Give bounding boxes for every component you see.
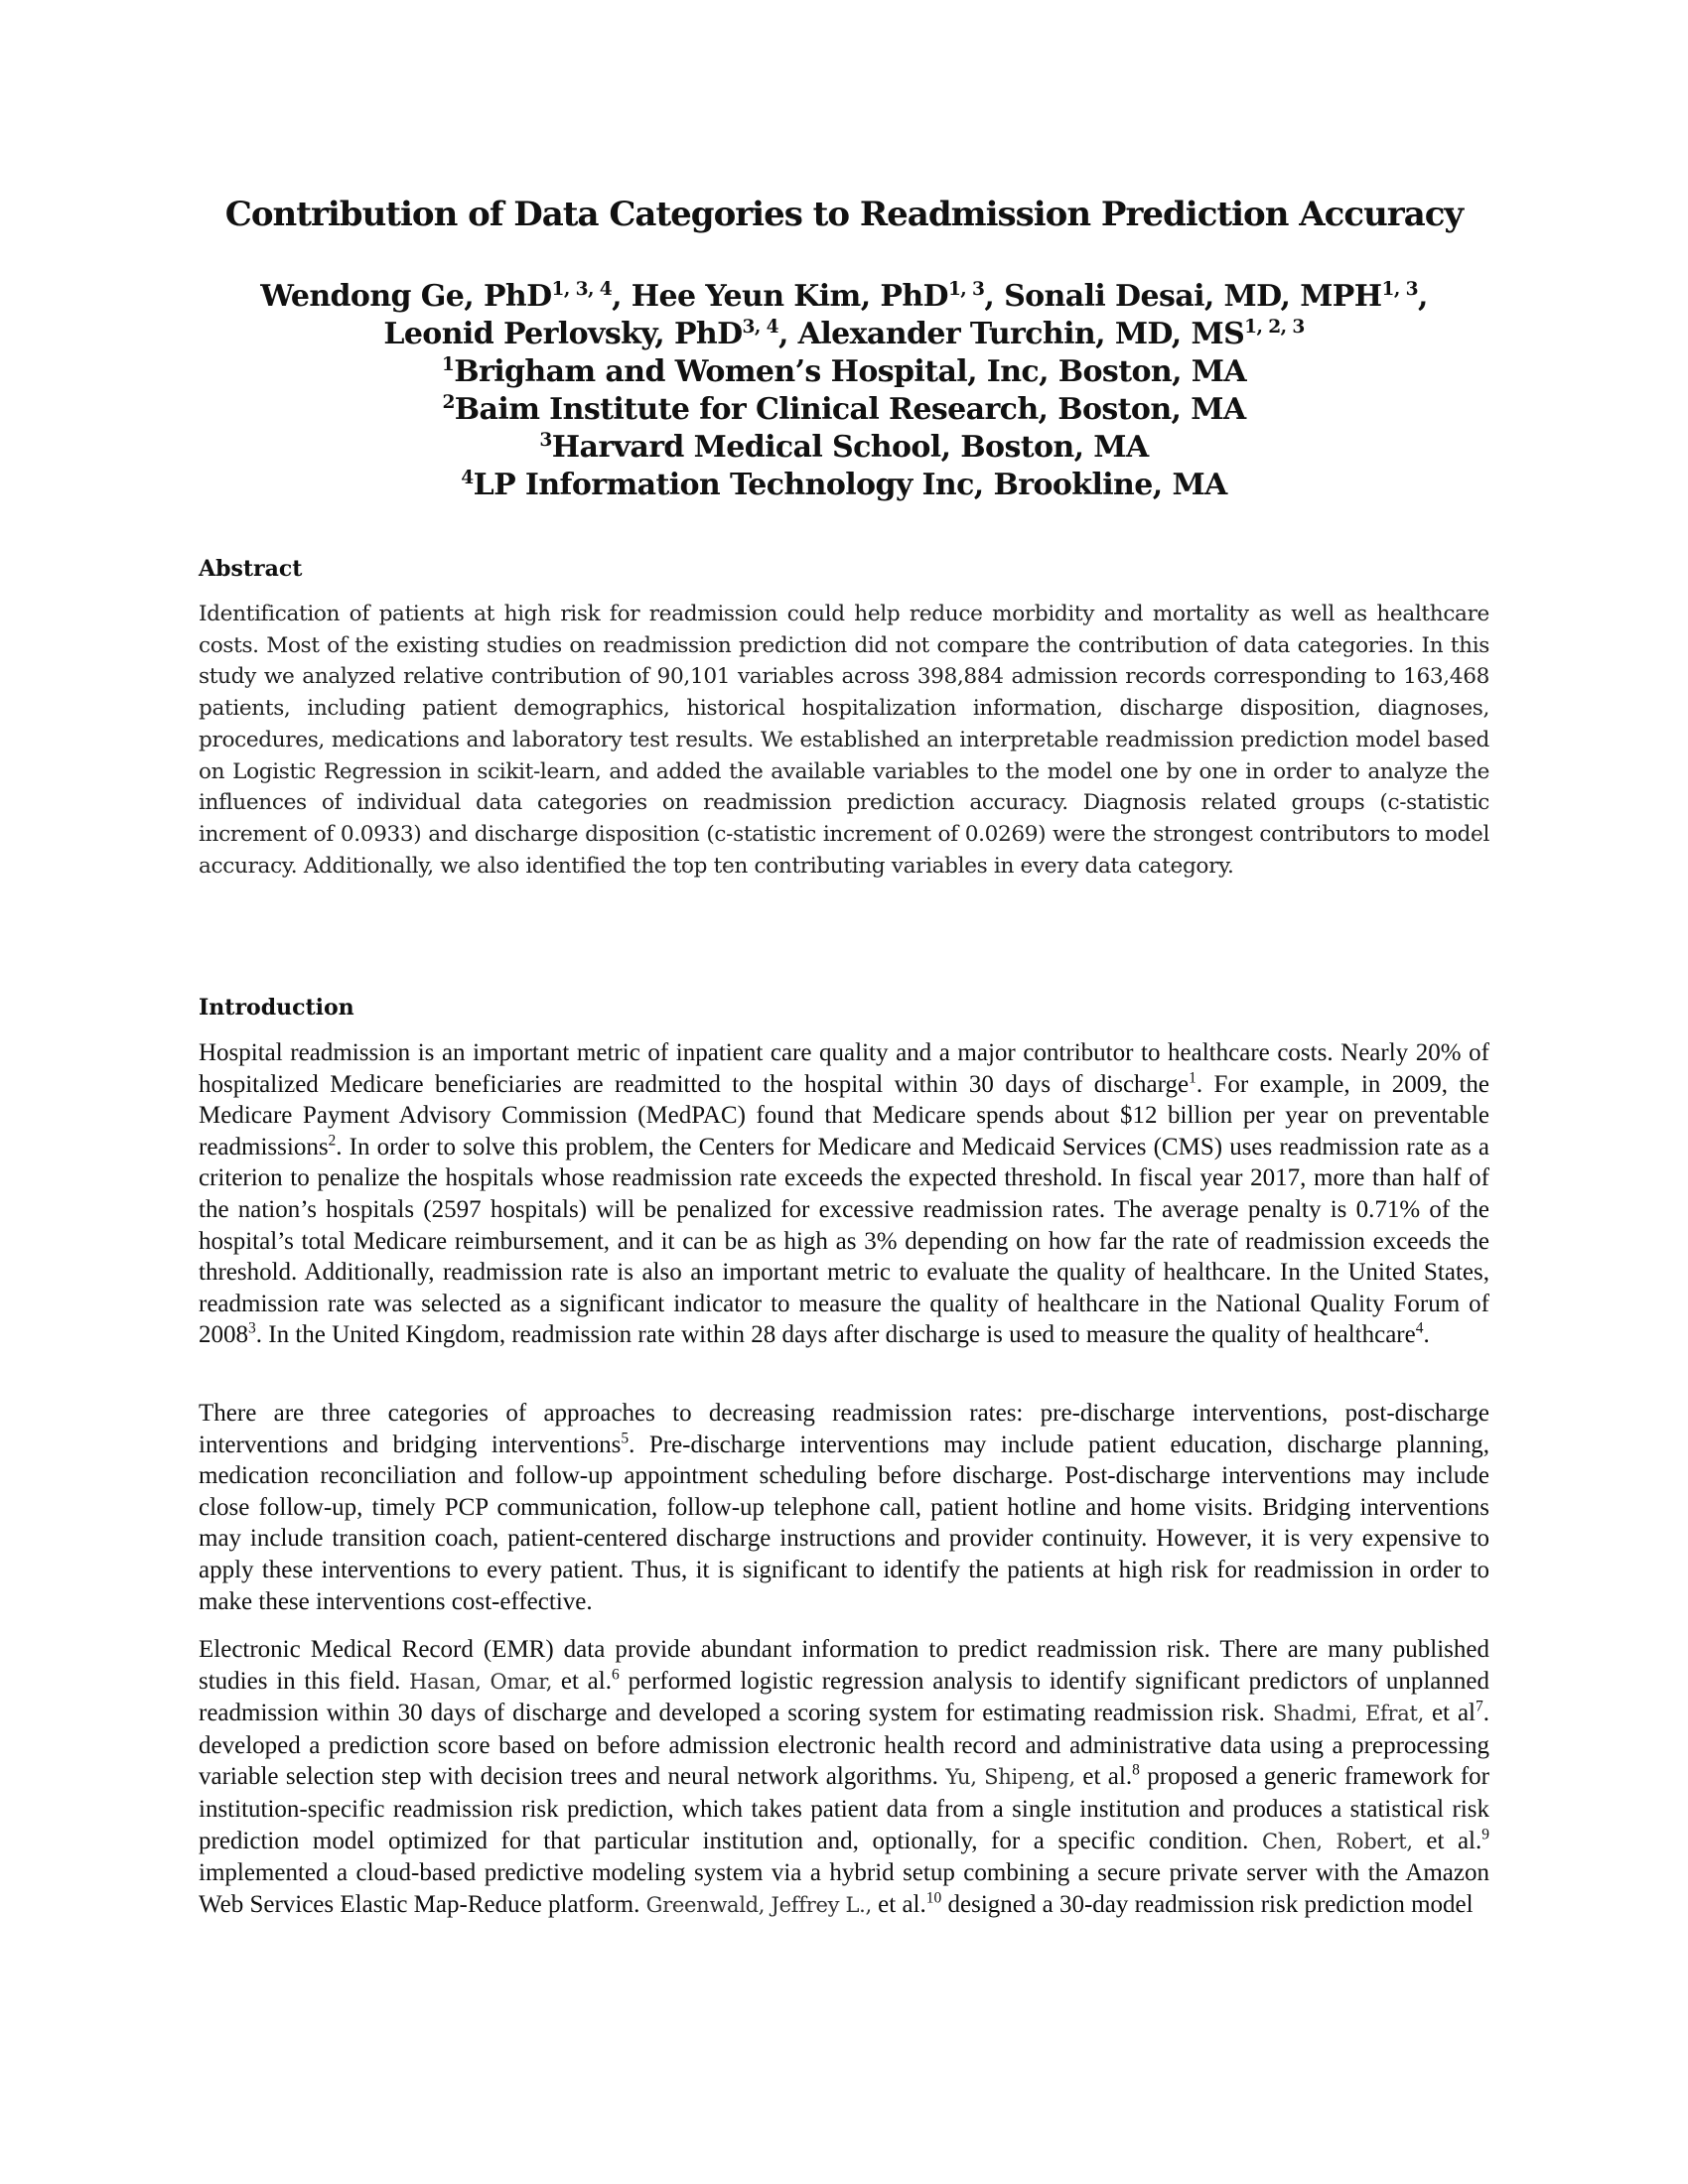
- affiliation-text: Harvard Medical School, Boston, MA: [551, 430, 1149, 465]
- author-separator: ,: [1417, 279, 1428, 314]
- affiliation-number: 3: [539, 430, 552, 451]
- cited-author: Hasan, Omar,: [409, 1669, 553, 1694]
- citation-number: 6: [611, 1666, 620, 1684]
- affiliation-number: 1: [441, 354, 455, 375]
- paragraph-text: et al: [1424, 1700, 1476, 1727]
- paragraph-text: performed logistic regression analysis to identify significant predictors of unplanned readmission within 30 days of discharge and developed a scoring system for estimating readmission risk.: [199, 1667, 1490, 1727]
- cited-author: Shadmi, Efrat,: [1272, 1702, 1424, 1726]
- affiliation-text: LP Information Technology Inc, Brookline, MA: [473, 468, 1227, 502]
- affiliation: [199, 391, 1489, 429]
- author-block: [199, 278, 1489, 504]
- introduction-heading: Introduction: [199, 995, 354, 1021]
- author-name: Wendong Ge, PhD: [260, 279, 552, 314]
- author-affiliation-ref: 1, 2, 3: [1244, 317, 1305, 338]
- paragraph-text: proposed a generic framework for institution-specific readmission risk prediction, which takes patient data from a single institution and produces a statistical risk prediction model optimized for that particular institution and, optionally, for a specific condition.: [199, 1763, 1489, 1854]
- citation-number: 1: [1189, 1069, 1196, 1087]
- citation-number: 5: [621, 1430, 630, 1447]
- paragraph-text: .: [1423, 1321, 1430, 1349]
- paragraph-text: et al.: [1412, 1827, 1482, 1854]
- affiliation: [199, 467, 1489, 504]
- paragraph-text: implemented a cloud-based predictive modeling system via a hybrid setup combining a secure private server with the Amazon Web Services Elastic Map-Reduce platform.: [199, 1859, 1489, 1918]
- intro-paragraph-1: [199, 1037, 1489, 1351]
- author-name: , Sonali Desai, MD, MPH: [984, 279, 1382, 314]
- affiliation: [199, 353, 1489, 391]
- affiliation-text: Baim Institute for Clinical Research, Boston, MA: [454, 392, 1246, 427]
- abstract-text: Identification of patients at high risk for readmission could help reduce morbidity and mortality as well as healthcare costs. Most of the existing studies on readmission prediction did not compare the contribution of data categories. In this study we analyzed relative contribution of 90,101 variables across 398,884 admission records corresponding to 163,468 patients, including patient demographics, historical hospitalization information, discharge disposition, diagnoses, procedures, medications and laboratory test results. We established an interpretable readmission prediction model based on Logistic Regression in scikit-learn, and added the available variables to the model one by one in order to analyze the influences of individual data categories on readmission prediction accuracy. Diagnosis related groups (c-statistic increment of 0.0933) and discharge disposition (c-statistic increment of 0.0269) were the strongest contributors to model accuracy. Additionally, we also identified the top ten contributing variables in every data category.: [199, 602, 1489, 879]
- citation-number: 10: [925, 1889, 942, 1907]
- paragraph-text: Electronic Medical Record (EMR) data provide abundant information to predict readmission risk. There are many published studies in this field.: [199, 1636, 1489, 1695]
- affiliation: [199, 429, 1489, 467]
- paragraph-text: . In the United Kingdom, readmission rate within 28 days after discharge is used to measure the quality of healthcare: [255, 1321, 1416, 1349]
- author-affiliation-ref: 1, 3: [947, 279, 985, 300]
- paragraph-text: . Pre-discharge interventions may include patient education, discharge planning, medication reconciliation and follow-up appointment scheduling before discharge. Post-discharge interventions may include close follow-up, timely PCP communication, follow-up telephone call, patient hotline and home visits. Bridging interventions may include transition coach, patient-centered discharge instructions and provider continuity. However, it is very expensive to apply these interventions to every patient. Thus, it is significant to identify the patients at high risk for readmission in order to make these interventions cost-effective.: [199, 1431, 1489, 1615]
- citation-number: 7: [1476, 1698, 1483, 1715]
- paragraph-text: et al.: [871, 1890, 926, 1918]
- author-line-1: [199, 278, 1489, 316]
- author-affiliation-ref: 1, 3: [1381, 279, 1418, 300]
- paragraph-text: . In order to solve this problem, the Centers for Medicare and Medicaid Services (CMS) uses readmission rate as a criterion to penalize the hospitals whose readmission rate exceeds the expected threshold. In fiscal year 2017, more than half of the nation’s hospitals (2597 hospitals) will be penalized for excessive readmission rates. The average penalty is 0.71% of the hospital’s total Medicare reimbursement, and it can be as high as 3% depending on how far the rate of readmission exceeds the threshold. Additionally, readmission rate is also an important metric to evaluate the quality of healthcare. In the United States, readmission rate was selected as a significant indicator to measure the quality of healthcare in the National Quality Forum of 2008: [199, 1133, 1489, 1349]
- paper-title: Contribution of Data Categories to Readmission Prediction Accuracy: [224, 195, 1464, 234]
- citation-number: 8: [1132, 1762, 1140, 1780]
- paragraph-text: Hospital readmission is an important metric of inpatient care quality and a major contributor to healthcare costs. Nearly 20% of hospitalized Medicare beneficiaries are readmitted to the hospital within 30 days of discharge: [199, 1039, 1489, 1098]
- author-name: Leonid Perlovsky, PhD: [383, 317, 743, 351]
- paragraph-text: et al.: [552, 1667, 612, 1695]
- author-affiliation-ref: 1, 3, 4: [551, 279, 613, 300]
- cited-author: Yu, Shipeng,: [945, 1765, 1075, 1790]
- paragraph-text: . developed a prediction score based on before admission electronic health record and administrative data using a preprocessing variable selection step with decision trees and neural network algorithms.: [199, 1700, 1489, 1791]
- affiliation-text: Brigham and Women’s Hospital, Inc, Boston, MA: [454, 354, 1247, 389]
- author-line-2: [199, 316, 1489, 353]
- intro-paragraph-2: [199, 1398, 1489, 1617]
- author-name: , Hee Yeun Kim, PhD: [612, 279, 948, 314]
- paragraph-text: There are three categories of approaches to decreasing readmission rates: pre-discharge interventions, post-discharge interventions and bridging interventions: [199, 1400, 1489, 1458]
- citation-number: 9: [1481, 1826, 1489, 1843]
- affiliation-number: 2: [442, 392, 455, 413]
- author-affiliation-ref: 3, 4: [742, 317, 778, 338]
- cited-author: Chen, Robert,: [1261, 1829, 1413, 1853]
- paragraph-text: et al.: [1074, 1763, 1133, 1791]
- cited-author: Greenwald, Jeffrey L.,: [645, 1892, 872, 1917]
- paragraph-text: designed a 30-day readmission risk prediction model: [941, 1890, 1474, 1918]
- affiliation-number: 4: [461, 468, 474, 488]
- citation-number: 2: [328, 1132, 337, 1150]
- author-name: , Alexander Turchin, MD, MS: [777, 317, 1245, 351]
- abstract-heading: Abstract: [199, 556, 303, 582]
- intro-paragraph-3: [199, 1634, 1489, 1921]
- citation-number: 4: [1415, 1320, 1424, 1338]
- paragraph-text: . For example, in 2009, the Medicare Payment Advisory Commission (MedPAC) found that Medicare spends about $12 billion per year on preventable readmissions: [199, 1070, 1489, 1160]
- citation-number: 3: [248, 1320, 256, 1338]
